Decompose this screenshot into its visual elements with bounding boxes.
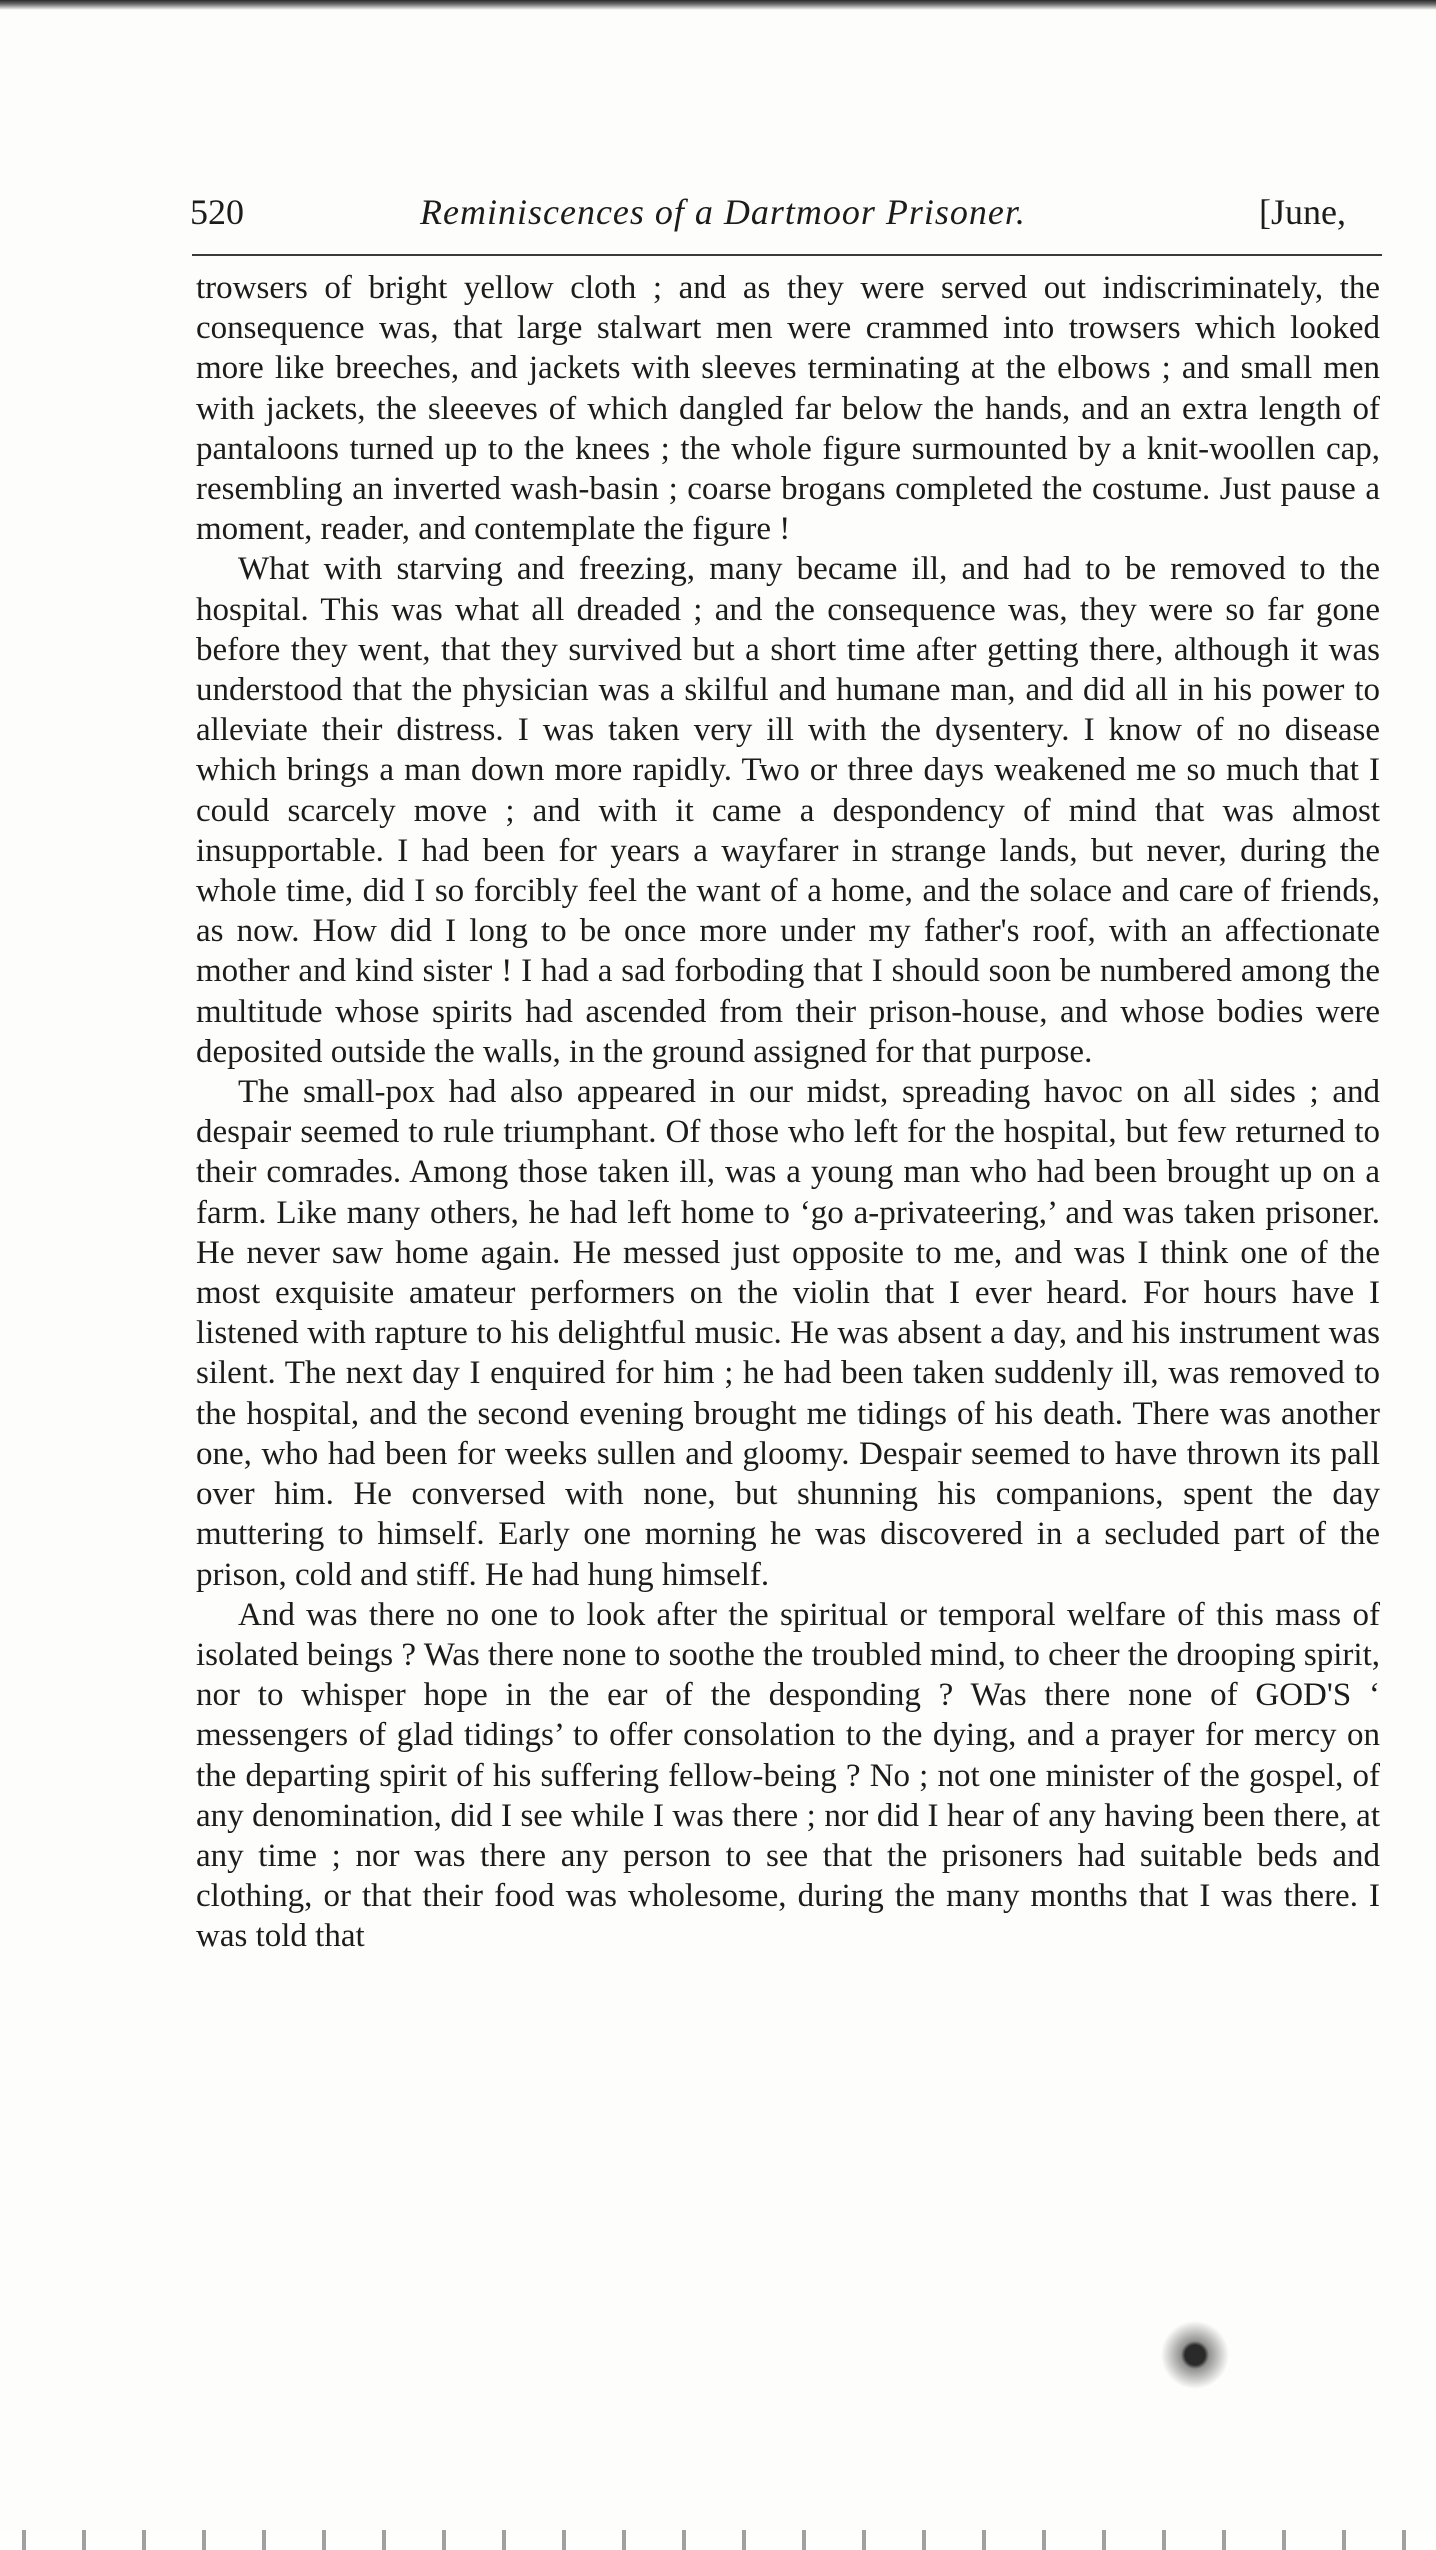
header-rule bbox=[192, 254, 1382, 256]
running-title: Reminiscences of a Dartmoor Prisoner. bbox=[420, 192, 1026, 232]
running-header bbox=[190, 184, 1358, 240]
running-month: [June, bbox=[1259, 192, 1346, 232]
ink-smudge bbox=[1160, 2320, 1230, 2390]
paragraph-2: What with starving and freezing, many became ill, and had to be removed to the hospital. This was what all dreaded ; and the consequence was, they were so far gone before they went, that they survived but a short time after getting there, although it was understood that the physician was a skilful and humane man, and did all in his power to alleviate their distress. I was taken very ill with the dysentery. I know of no disease which brings a man down more rapidly. Two or three days weakened me so much that I could scarcely move ; and with it came a despondency of mind that was almost insupportable. I had been for years a wayfarer in strange lands, but never, during the whole time, did I so forcibly feel the want of a home, and the solace and care of friends, as now. How did I long to be once more under my father's roof, with an affectionate mother and kind sister ! I had a sad forboding that I should soon be numbered among the multitude whose spirits had ascended from their prison-house, and whose bodies were deposited outside the walls, in the ground assigned for that purpose. bbox=[196, 551, 1380, 1070]
page-bottom-edge bbox=[0, 2530, 1436, 2550]
page-number: 520 bbox=[190, 192, 244, 232]
paragraph-3: The small-pox had also appeared in our midst, spreading havoc on all sides ; and despair seemed to rule triumphant. Of those who left for the hospital, but few returned to their comrades. Among those taken ill, was a young man who had been brought up on a farm. Like many others, he had left home to ‘go a-privateering,’ and was taken prisoner. He never saw home again. He messed just opposite to me, and was I think one of the most exquisite amateur performers on the violin that I ever heard. For hours have I listened with rapture to his delightful music. He was absent a day, and his instrument was silent. The next day I enquired for him ; he had been taken suddenly ill, was removed to the hospital, and the second evening brought me tidings of his death. There was another one, who had been for weeks sullen and gloomy. Despair seemed to have thrown its pall over him. He conversed with none, but shunning his companions, spent the day muttering to himself. Early one morning he was discovered in a secluded part of the prison, cold and stiff. He had hung himself. bbox=[196, 1074, 1380, 1593]
paragraph-1: trowsers of bright yellow cloth ; and as they were served out indiscriminately, the consequence was, that large stalwart men were crammed into trowsers which looked more like breeches, and jackets with sleeves terminating at the elbows ; and small men with jackets, the sleeeves of which dangled far below the hands, and an extra length of pantaloons turned up to the knees ; the whole figure surmounted by a knit-woollen cap, resembling an inverted wash-basin ; coarse brogans completed the costume. Just pause a moment, reader, and contemplate the figure ! bbox=[196, 270, 1380, 548]
paragraph-4: And was there no one to look after the spiritual or temporal welfare of this mass of isolated beings ? Was there none to soothe the troubled mind, to cheer the drooping spirit, nor to whisper hope in the ear of the desponding ? Was there none of GOD'S ‘ messengers of glad tidings’ to offer consolation to the dying, and a prayer for mercy on the departing spirit of his suffering fellow-being ? No ; not one minister of the gospel, of any denomination, did I see while I was there ; nor did I hear of any having been there, at any time ; nor was there any person to see that the prisoners had suitable beds and clothing, or that their food was wholesome, during the many months that I was there. I was told that bbox=[196, 1596, 1380, 1955]
body-text bbox=[196, 268, 1380, 1957]
page-top-edge bbox=[0, 0, 1436, 10]
